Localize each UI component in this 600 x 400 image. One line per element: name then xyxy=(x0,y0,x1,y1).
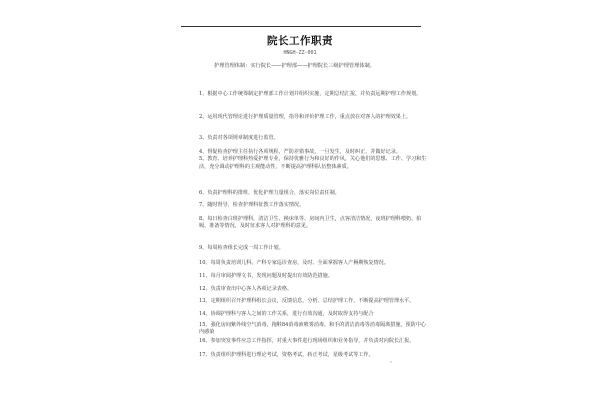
duty-item: 11、每月审阅护理文书，发现问题及时提出有效防范措施。 xyxy=(199,273,333,279)
duty-item: 4、督促检查护理主任执行各项规程，严防差错事故，一旦发生，及时纠正，并做好记录。 5、教育、培养护理科热爱护理专业，保持优雅行为和良好的作风，关心他们的思想、工作、学习和生活，充分调动护理科的主观能动性，不断提高护理科队伍整体素质。 xyxy=(199,149,427,170)
trailing-mark: 。 xyxy=(390,358,396,364)
duty-item: 16、参加突发事件应急工作指挥，对重大事件进行现场组织和业务指导，并负责对向院长汇报。 xyxy=(199,338,415,344)
duty-item: 6、负责护理科的排班，优化护理力量组合，落实岗位责任制。 xyxy=(199,190,340,196)
document-title: 院长工作职责 xyxy=(267,35,333,47)
duty-item: 14、协调护理科与客人之间的工作关系，进行有效沟通，及时取得支持与配合 xyxy=(199,311,374,317)
duty-item: 17、负责组织护理科进行理论考试，资格考试，转正考试，星级考试等工作。 xyxy=(199,352,374,358)
duty-item: 1、根据中心工作统筹制定护理部工作计划并组织实施，定期总结汇报，并负责远期护理工作规划。 xyxy=(199,91,422,97)
duty-item: 8、每日检查白班护理科，清洁卫生、换床单等、房间内卫生，点客清洁情况，夜班护理科喂奶、拍嗝、准备等情况，及时征求客人对护理科的意见。 xyxy=(199,216,422,230)
top-rule xyxy=(181,26,421,27)
document-code: HNGH-ZZ-001 xyxy=(283,50,317,56)
duty-item: 7、随时督导，检查护理科征教工作落实情况。 xyxy=(199,202,305,208)
duty-item: 15、强化房间紫外线空气消毒，拖鞋84消毒液喷雾消毒，和手的清洁消毒等消毒隔离措施，预防中心内感染 xyxy=(199,322,426,336)
duty-item: 9、每周检查组长完成一周工作计划。 xyxy=(199,245,284,251)
duty-item: 12、负责审查出中心客人各项记录表格。 xyxy=(199,286,293,292)
duty-item: 13、定期组织召开护理科组长会议，反馈信息，分析、总结护理工作，不断提高护理管理水平。 xyxy=(199,298,415,304)
duty-item: 10、每周负责培训儿科、产科专家巡诊查房，及时、全面掌握客人产褥期恢复情况。 xyxy=(199,260,389,266)
duty-item: 3、负责对各项规章制度进行监管。 xyxy=(199,135,279,141)
duty-item: 2、运用现代管理论进行护理质量管理，指导和评价护理工作，重点放在对客人的护理效果上。 xyxy=(199,114,412,120)
intro-paragraph: 护理管理体制：实行院长——护理部——护理院长三级护理管理体制。 xyxy=(214,63,375,69)
